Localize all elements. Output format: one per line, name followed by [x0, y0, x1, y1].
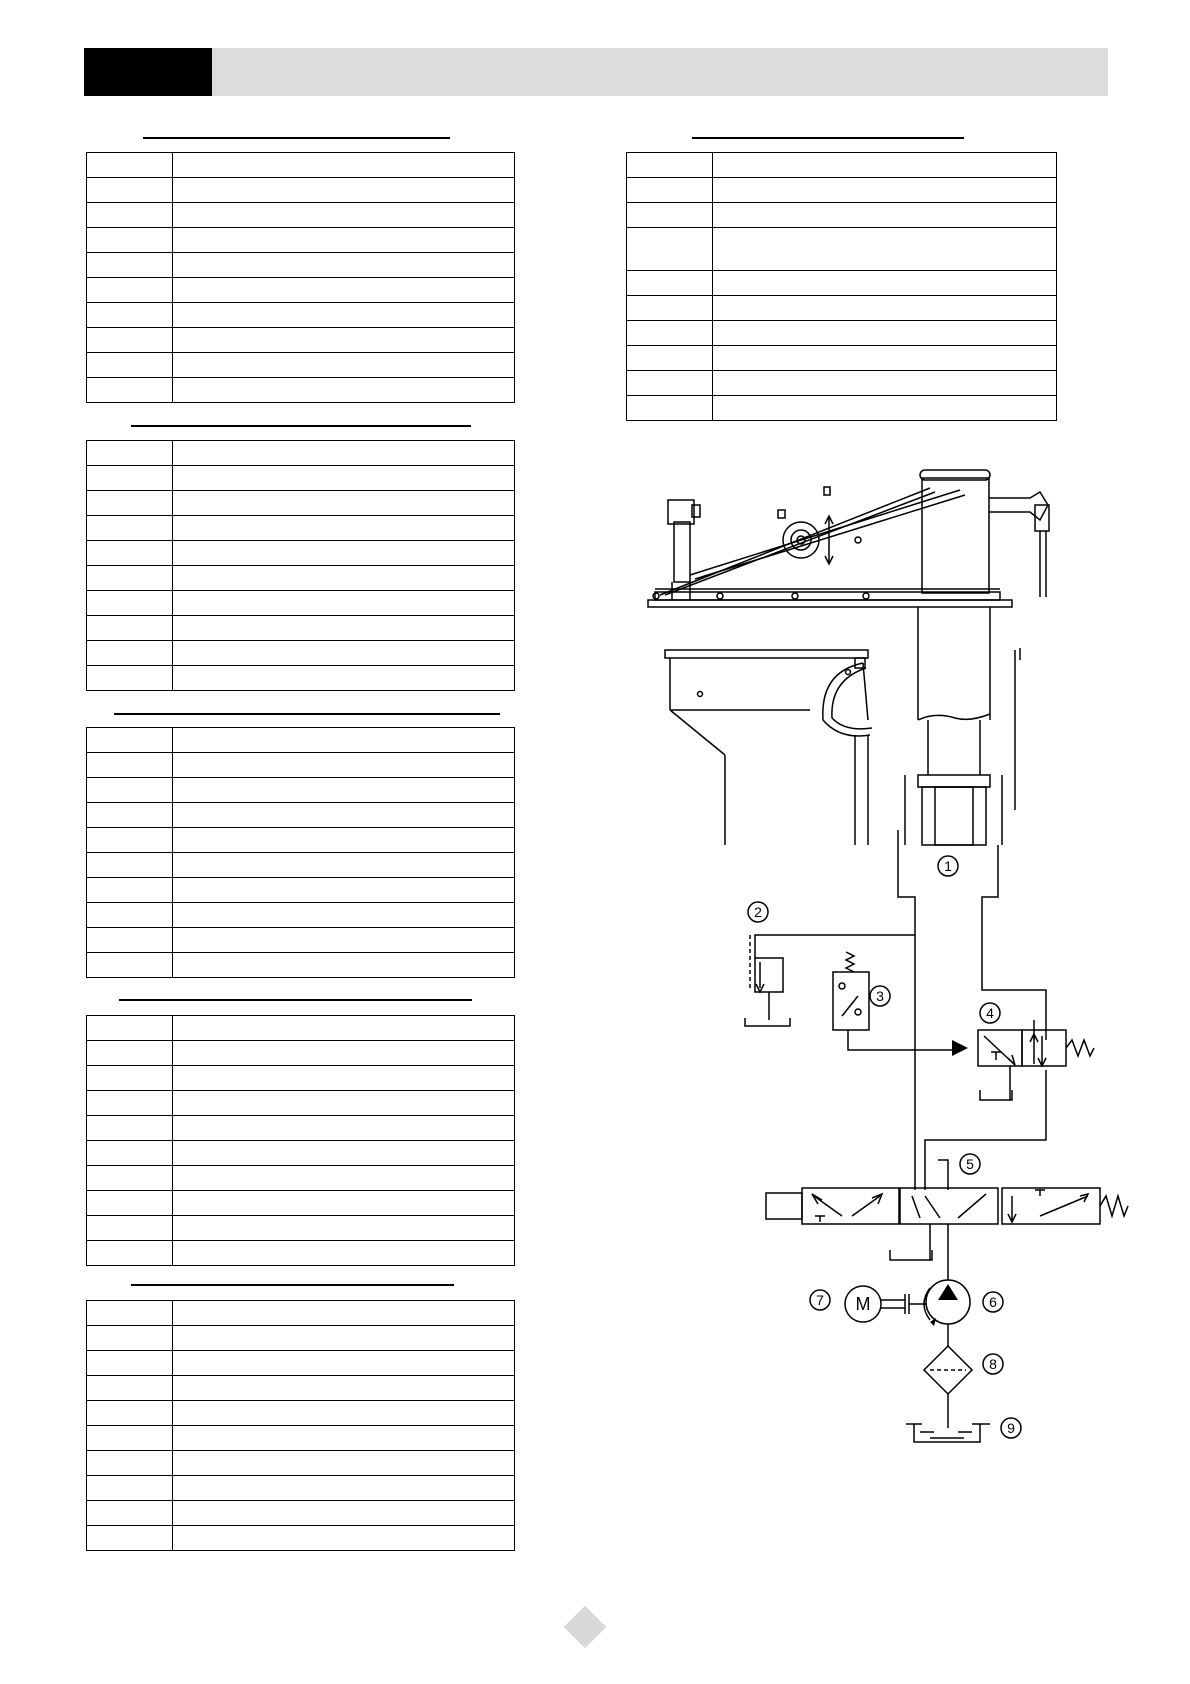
callout-9: 9 — [1007, 1420, 1015, 1436]
spool-valve — [766, 1160, 1128, 1280]
pressure-switch — [833, 952, 869, 1030]
rotation-arrow — [930, 1318, 936, 1326]
hydraulic-lines — [755, 830, 1046, 1190]
motor-label: M — [855, 1294, 871, 1314]
pilot-valve — [978, 1030, 1094, 1100]
relief-valve — [745, 935, 790, 1026]
callout-8: 8 — [989, 1356, 997, 1372]
callout-6: 6 — [989, 1294, 997, 1310]
pump-arrow — [938, 1284, 958, 1300]
callout-3: 3 — [876, 988, 884, 1004]
callout-5: 5 — [966, 1156, 974, 1172]
pilot-arrow — [952, 1040, 968, 1056]
machine-head — [648, 470, 1049, 607]
callout-1: 1 — [944, 858, 952, 874]
lift-column — [905, 607, 1020, 845]
callout-7: 7 — [816, 1292, 824, 1308]
filter — [924, 1346, 972, 1428]
callout-4: 4 — [986, 1005, 994, 1021]
callout-2: 2 — [754, 904, 762, 920]
wheel-tub — [665, 650, 872, 845]
